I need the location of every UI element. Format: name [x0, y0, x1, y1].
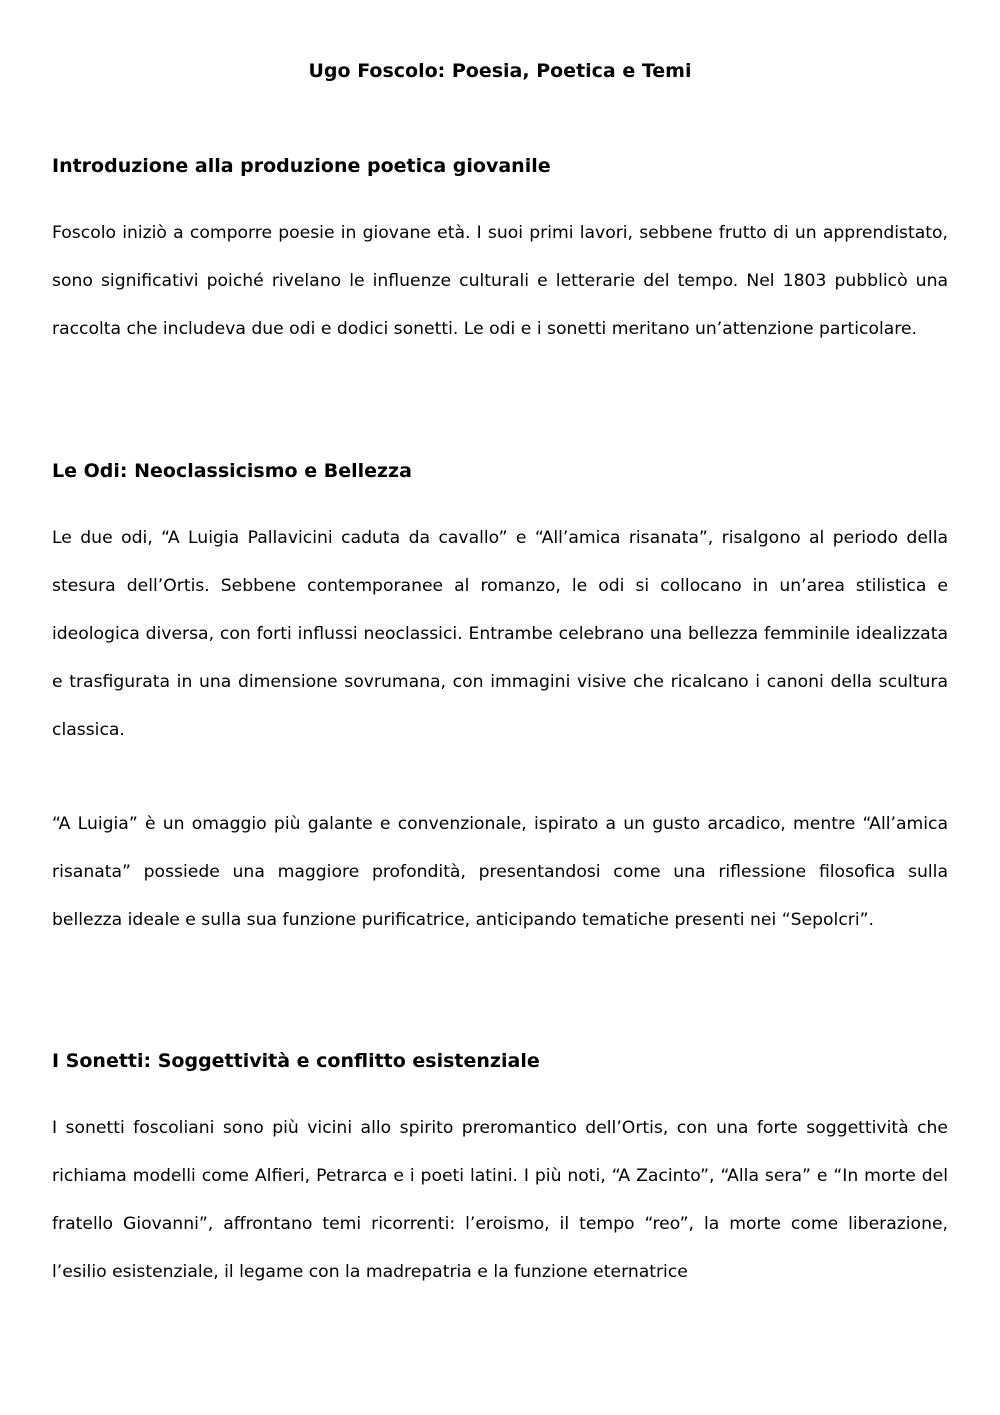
section-heading-sonetti: I Sonetti: Soggettività e conflitto esistenziale — [52, 1050, 540, 1072]
paragraph-odi-1: Le due odi, “A Luigia Pallavicini caduta da cavallo” e “All’amica risanata”, risalgono al periodo della stesura dell’Ortis. Sebbene contemporanee al romanzo, le odi si collocano in un’area stilistica e ideologica diversa, con forti influssi neoclassici. Entrambe celebrano una bellezza femminile idealizzata e trasfigurata in una dimensione sovrumana, con immagini visive che ricalcano i canoni della scultura classica. — [52, 528, 948, 740]
paragraph-sonetti: I sonetti foscoliani sono più vicini allo spirito preromantico dell’Ortis, con una forte soggettività che richiama modelli come Alfieri, Petrarca e i poeti latini. I più noti, “A Zacinto”, “Alla sera” e “In morte del fratello Giovanni”, affrontano temi ricorrenti: l’eroismo, il tempo “reo”, la morte come liberazione, l’esilio esistenziale, il legame con la madrepatria e la funzione eternatrice — [52, 1118, 948, 1282]
section-heading-odi: Le Odi: Neoclassicismo e Bellezza — [52, 460, 412, 482]
document-title: Ugo Foscolo: Poesia, Poetica e Temi — [308, 60, 692, 82]
section-heading-introduzione: Introduzione alla produzione poetica giovanile — [52, 155, 551, 177]
paragraph-odi-2: “A Luigia” è un omaggio più galante e convenzionale, ispirato a un gusto arcadico, mentre “All’amica risanata” possiede una maggiore profondità, presentandosi come una riflessione filosofica sulla bellezza ideale e sulla sua funzione purificatrice, anticipando tematiche presenti nei “Sepolcri”. — [52, 814, 948, 930]
paragraph-introduzione: Foscolo iniziò a comporre poesie in giovane età. I suoi primi lavori, sebbene frutto di un apprendistato, sono significativi poiché rivelano le influenze culturali e letterarie del tempo. Nel 1803 pubblicò una raccolta che includeva due odi e dodici sonetti. Le odi e i sonetti meritano un’attenzione particolare. — [52, 223, 948, 339]
